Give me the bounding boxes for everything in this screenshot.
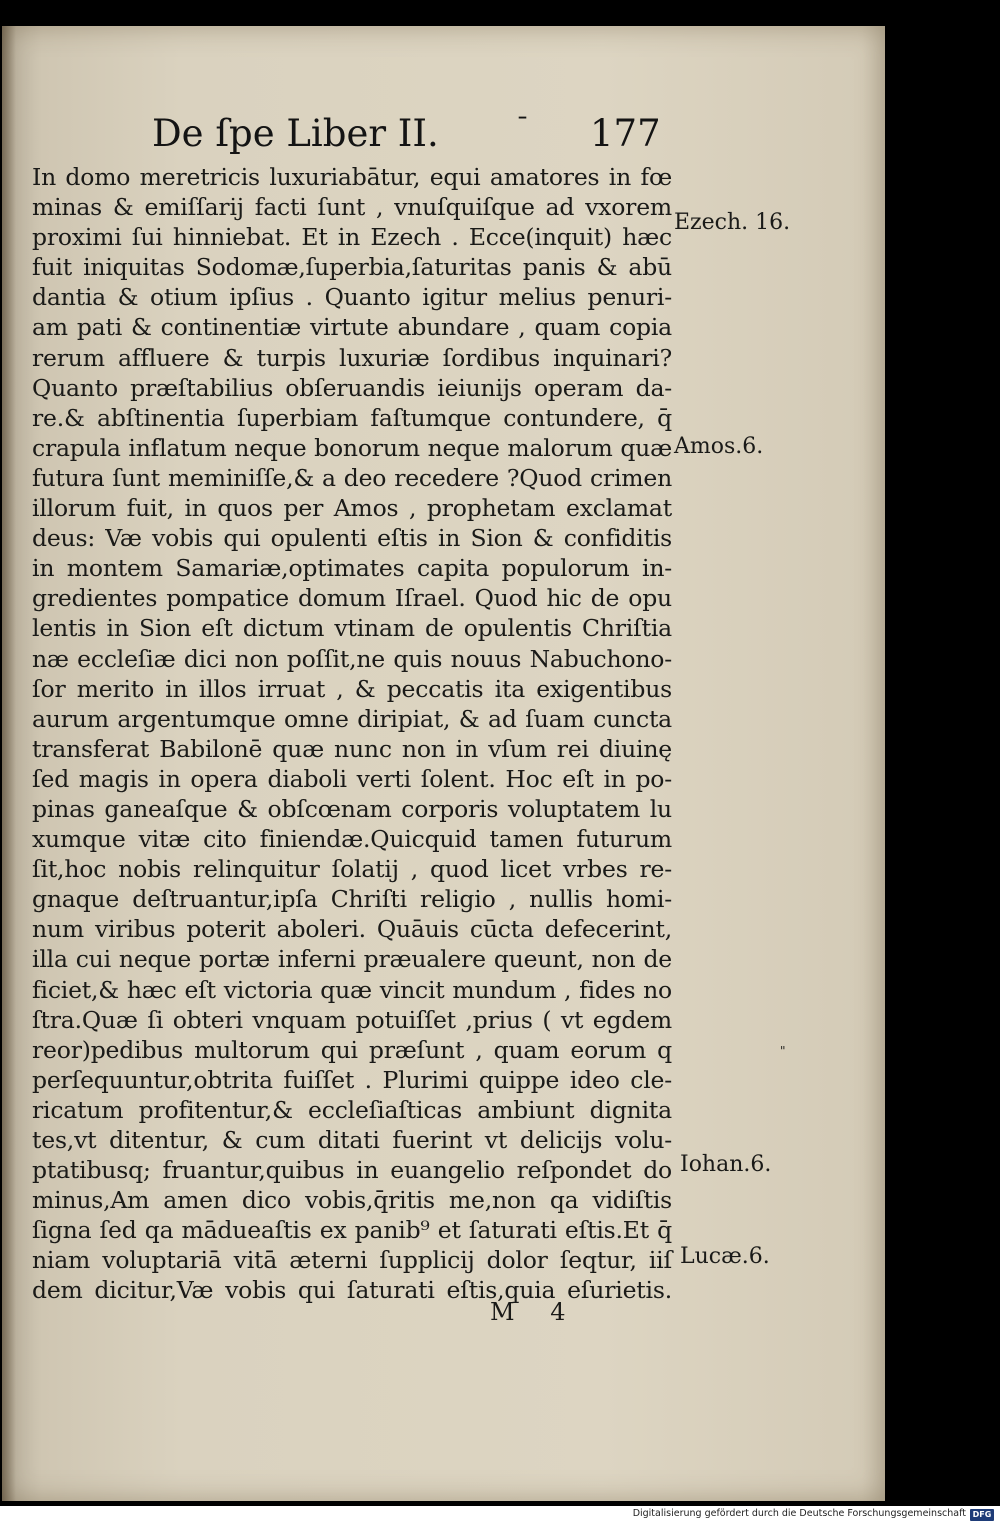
text-line: ptatibusq; fruantur,quibus in euangelio reſpondet do bbox=[32, 1156, 672, 1185]
text-line: aurum argentumque omne diripiat, & ad ſuam cuncta bbox=[32, 704, 672, 733]
text-line: lentis in Sion eſt dictum vtinam de opulentis Chriſtia bbox=[32, 614, 672, 643]
margin-note-ezech: Ezech. 16. bbox=[674, 210, 791, 235]
signature-number: 4 bbox=[550, 1298, 566, 1326]
book-page bbox=[2, 26, 885, 1501]
text-line: rerum affluere & turpis luxuriæ ſordibus inquinari? bbox=[32, 343, 672, 372]
text-line: ſtra.Quæ ſi obteri vnquam potuiſſet ,prius ( vt egdem bbox=[32, 1005, 672, 1034]
text-line: illorum fuit, in quos per Amos , prophetam exclamat bbox=[32, 494, 672, 523]
text-line: perſequuntur,obtrita fuiſſet . Plurimi quippe ideo cle- bbox=[32, 1065, 672, 1094]
body-text bbox=[32, 162, 672, 1306]
text-line: dantia & otium ipſius . Quanto igitur melius penuri- bbox=[32, 283, 672, 312]
text-line: re.& abſtinentia ſuperbiam faſtumque contundere, q̄ bbox=[32, 403, 672, 432]
margin-note-amos: Amos.6. bbox=[674, 434, 764, 459]
signature-letter: M bbox=[490, 1298, 515, 1326]
text-line: ficiet,& hæc eſt victoria quæ vincit mundum , fides no bbox=[32, 975, 672, 1004]
signature-mark bbox=[490, 1298, 566, 1326]
text-line: deus: Væ vobis qui opulenti eſtis in Sion & confiditis bbox=[32, 524, 672, 553]
text-line: futura ſunt meminiſſe,& a deo recedere ?Quod crimen bbox=[32, 463, 672, 492]
text-line: proximi ſui hinniebat. Et in Ezech . Ecce(inquit) hæc bbox=[32, 223, 672, 252]
text-line: in montem Samariæ,optimates capita populorum in- bbox=[32, 554, 672, 583]
text-line: Quanto præſtabilius obſeruandis ieiunijs operam da- bbox=[32, 373, 672, 402]
text-line: illa cui neque portæ inferni præualere queunt, non de bbox=[32, 945, 672, 974]
text-line: gredientes pompatice domum Iſrael. Quod hic de opu bbox=[32, 584, 672, 613]
text-line: crapula inflatum neque bonorum neque malorum quæ bbox=[32, 433, 672, 462]
text-line: pinas ganeaſque & obſcœnam corporis voluptatem lu bbox=[32, 794, 672, 823]
text-line: dem dicitur,Væ vobis qui ſaturati eſtis,quia eſurietis. bbox=[32, 1276, 672, 1305]
text-line: fuit iniquitas Sodomæ,ſuperbia,ſaturitas panis & abū bbox=[32, 253, 672, 282]
margin-note-lucae: Lucæ.6. bbox=[680, 1244, 770, 1269]
text-line: reor)pedibus multorum qui præſunt , quam eorum q bbox=[32, 1035, 672, 1064]
text-line: xumque vitæ cito finiendæ.Quicquid tamen futurum bbox=[32, 825, 672, 854]
text-line: ſed magis in opera diaboli verti ſolent. Hoc eſt in po- bbox=[32, 764, 672, 793]
text-line: ſit,hoc nobis relinquitur ſolatij , quod licet vrbes re- bbox=[32, 855, 672, 884]
margin-stray-mark: " bbox=[780, 1044, 786, 1058]
text-line: minas & emiſſarij facti ſunt , vnuſquiſque ad vxorem bbox=[32, 193, 672, 222]
dfg-logo: DFG bbox=[970, 1509, 994, 1521]
page-number: 177 bbox=[590, 112, 661, 155]
text-line: tes,vt ditentur, & cum ditati fuerint vt delicijs volu- bbox=[32, 1126, 672, 1154]
running-head-mark: ¯ bbox=[516, 113, 529, 143]
text-line: num viribus poterit aboleri. Quāuis cūcta defecerint, bbox=[32, 915, 672, 944]
funding-credit: Digitalisierung gefördert durch die Deutsche Forschungsgemeinschaft bbox=[632, 1508, 966, 1519]
text-line: minus,Am amen dico vobis,q̄ritis me,non qa vidiſtis bbox=[32, 1186, 672, 1215]
footer-bar bbox=[0, 1506, 1000, 1524]
text-line: ſigna ſed qa mādueaſtis ex panib⁹ et ſaturati eſtis.Et q̄ bbox=[32, 1216, 672, 1245]
margin-note-iohan: Iohan.6. bbox=[680, 1152, 772, 1177]
text-line: In domo meretricis luxuriabātur, equi amatores in fœ bbox=[32, 163, 672, 191]
text-line: ſor merito in illos irruat , & peccatis ita exigentibus bbox=[32, 674, 672, 703]
text-line: transferat Babilonē quæ nunc non in vſum rei diuinę bbox=[32, 734, 672, 763]
text-line: ricatum profitentur,& eccleſiaſticas ambiunt dignita bbox=[32, 1095, 672, 1124]
text-line: niam voluptariā vitā æterni ſupplicij dolor ſeqtur, iiſ bbox=[32, 1246, 672, 1275]
running-head-title: De ſpe Liber II. bbox=[152, 112, 439, 155]
text-line: gnaque deſtruantur,ipſa Chriſti religio , nullis homi- bbox=[32, 885, 672, 914]
text-line: næ eccleſiæ dici non poſſit,ne quis nouus Nabuchono- bbox=[32, 644, 672, 673]
text-line: am pati & continentiæ virtute abundare , quam copia bbox=[32, 313, 672, 342]
